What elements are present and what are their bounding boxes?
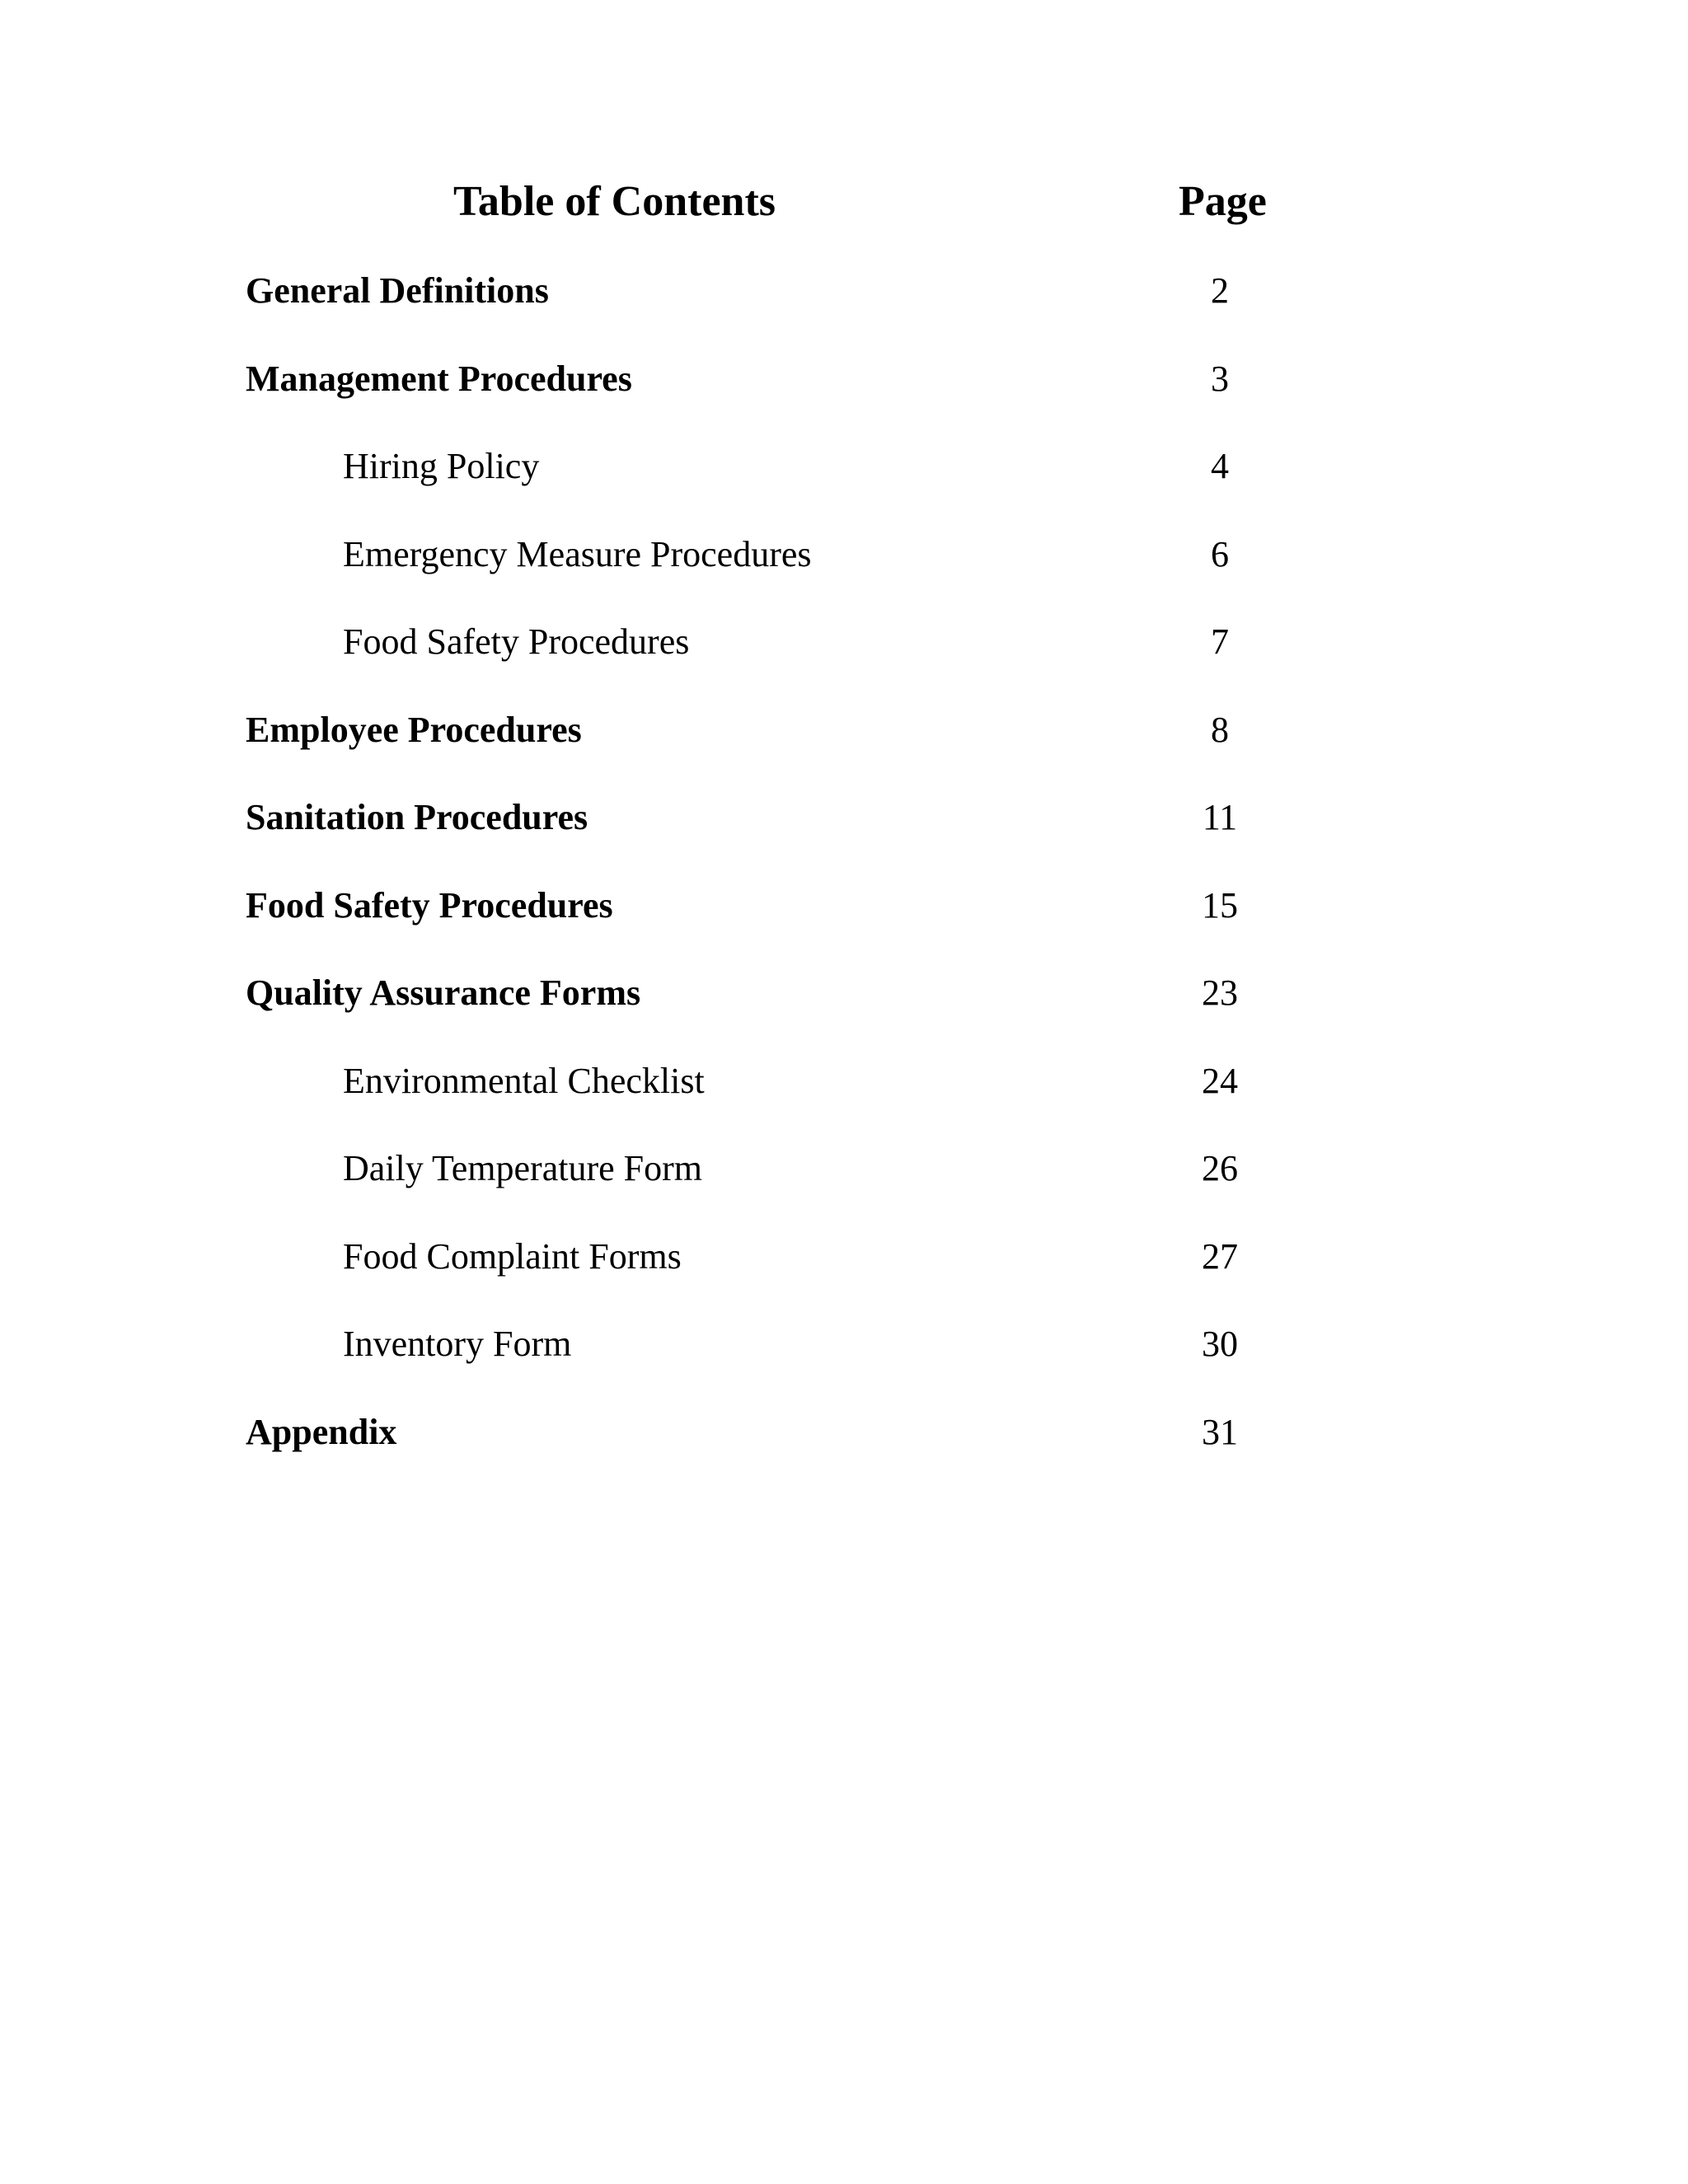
- page-column-header: Page: [1179, 178, 1267, 225]
- toc-entry-label: Sanitation Procedures: [246, 797, 588, 837]
- toc-entry-label: Employee Procedures: [246, 709, 582, 750]
- toc-subentry: [0, 1144, 1688, 1232]
- toc-entry-label: Food Complaint Forms: [343, 1235, 682, 1277]
- toc-entry-page: 4: [1211, 446, 1229, 486]
- toc-subentry: [0, 530, 1688, 618]
- toc-entry-page: 24: [1202, 1060, 1238, 1101]
- toc-entry: [0, 881, 1688, 969]
- toc-entry: [0, 354, 1688, 443]
- toc-entry-page: 31: [1202, 1411, 1238, 1452]
- toc-entry: [0, 1408, 1688, 1496]
- toc-entry-label: Hiring Policy: [343, 446, 540, 486]
- toc-header: [0, 169, 1688, 235]
- toc-entry: [0, 793, 1688, 881]
- toc-entry-page: 30: [1202, 1324, 1238, 1364]
- toc-entry-page: 3: [1211, 358, 1229, 399]
- toc-title: Table of Contents: [453, 178, 776, 225]
- toc-entry-page: 8: [1211, 709, 1229, 750]
- toc-entry-label: Daily Temperature Form: [343, 1148, 702, 1188]
- toc-entry: [0, 705, 1688, 794]
- toc-entry-label: General Definitions: [246, 270, 549, 311]
- toc-subentry: [0, 1232, 1688, 1320]
- toc-entry-page: 7: [1211, 621, 1229, 662]
- toc-subentry: [0, 1319, 1688, 1408]
- toc-entry-page: 23: [1202, 972, 1238, 1013]
- toc-subentry: [0, 442, 1688, 530]
- toc-entry-label: Food Safety Procedures: [246, 884, 613, 926]
- toc-list: [0, 266, 1688, 1495]
- toc-entry-label: Food Safety Procedures: [343, 621, 690, 662]
- toc-entry: [0, 968, 1688, 1057]
- toc-entry-page: 2: [1211, 270, 1229, 311]
- toc-entry-page: 26: [1202, 1148, 1238, 1188]
- toc-entry-page: 27: [1202, 1235, 1238, 1277]
- toc-entry-page: 11: [1202, 797, 1238, 837]
- toc-entry-label: Appendix: [246, 1411, 397, 1452]
- toc-entry-label: Quality Assurance Forms: [246, 972, 641, 1013]
- toc-entry-label: Emergency Measure Procedures: [343, 533, 812, 574]
- toc-subentry: [0, 1057, 1688, 1145]
- toc-entry-page: 6: [1211, 533, 1229, 574]
- toc-entry-label: Environmental Checklist: [343, 1060, 705, 1101]
- toc-entry-page: 15: [1202, 884, 1238, 926]
- toc-entry-label: Management Procedures: [246, 358, 632, 399]
- toc-entry: [0, 266, 1688, 354]
- toc-entry-label: Inventory Form: [343, 1324, 572, 1364]
- toc-subentry: [0, 617, 1688, 705]
